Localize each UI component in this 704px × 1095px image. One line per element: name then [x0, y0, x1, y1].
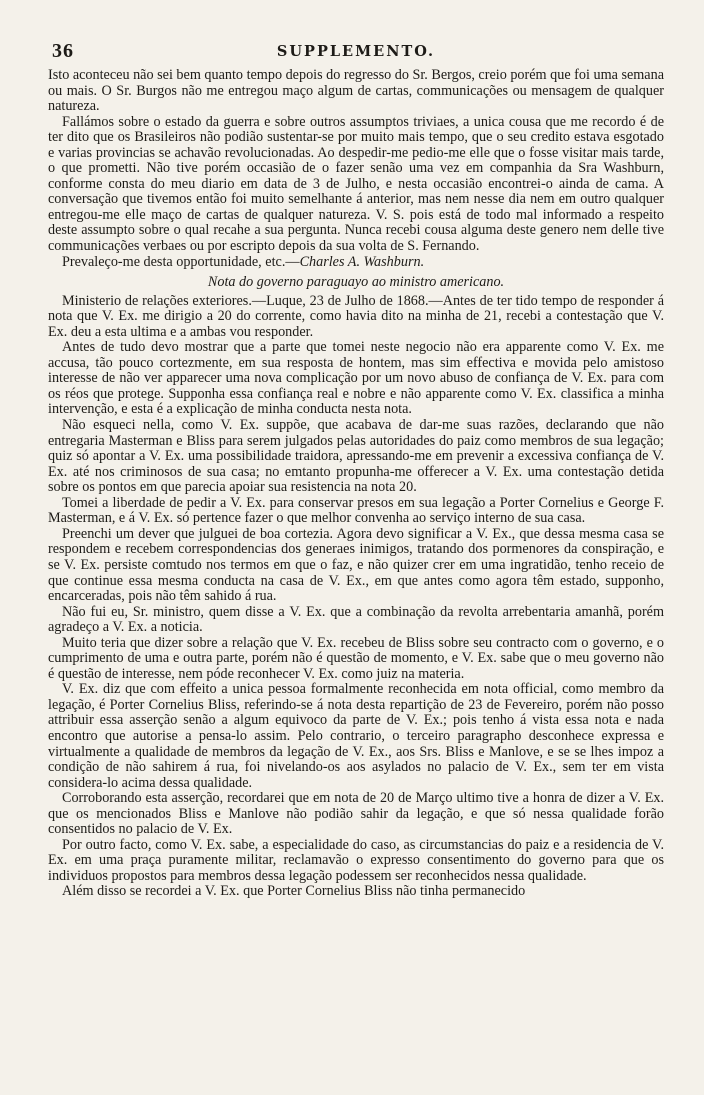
running-title: SUPPLEMENTO. [276, 43, 436, 60]
paragraph: Antes de tudo devo mostrar que a parte que tomei neste negocio não era apparente como V. Ex. me accusa, tão pouco cortezmente, em sua resposta de hontem, mas sim effectiva e movida pelo amistoso interesse de não ver apparecer uma nova complicação por um novo abuso de confiança de V. Ex. para com os réos que protege. Supponha essa confiança real e nobre e não apparente como V. Ex. classifica a minha intervenção, e esta é a explicação de minha conducta nesta nota. [48, 339, 664, 418]
paragraph: Por outro facto, como V. Ex. sabe, a especialidade do caso, as circumstancias do paiz e a residencia de V. Ex. em uma praça puramente militar, reclamavão o expresso consentimento do governo para que os individuos propostos para membros dessa legação podessem ser reconhecidos nessa qualidade. [48, 836, 664, 884]
paragraph: Não fui eu, Sr. ministro, quem disse a V. Ex. que a combinação da revolta arrebentaria amanhã, porém agradeço a V. Ex. a noticia. [48, 603, 664, 636]
paragraph: Muito teria que dizer sobre a relação que V. Ex. recebeu de Bliss sobre seu contracto com o governo, e o cumprimento de uma e outra parte, porém não é questão de momento, e V. Ex. sabe que o meu governo não é questão de interesse, nem póde reconhecer V. Ex. como juiz na materia. [48, 634, 664, 682]
section-title: Nota do governo paraguayo ao ministro americano. [207, 274, 505, 291]
page-header [48, 40, 664, 68]
body-text [48, 68, 664, 900]
paragraph: V. Ex. diz que com effeito a unica pessoa formalmente reconhecida em nota official, como membro da legação, é Porter Cornelius Bliss, referindo-se á nota desta repartição de 23 de Fevereiro, porém não posso attribuir essa asserção senão a algum equivoco da parte de V. Ex.; pois tenho á vista essa nota e nada encontro que autorise a pensa-lo assim. Pelo contrario, o terceiro paragrapho desconhece expressa e virtualmente a qualidade de membros da legação de V. Ex., aos Srs. Bliss e Manlove, e se se lhes impoz a condição de não sahirem á rua, foi nivelando-os aos asylados no palacio de V. Ex., sem ter em vista considera-lo acima dessa qualidade. [48, 681, 664, 791]
paragraph: Isto aconteceu não sei bem quanto tempo depois do regresso do Sr. Bergos, creio porém que foi uma semana ou mais. O Sr. Burgos não me entregou maço algum de cartas, communicações ou mensagem de qualquer natureza. [48, 67, 664, 115]
signature: Charles A. Washburn. [299, 253, 425, 270]
paragraph: Preenchi um dever que julguei de boa cortezia. Agora devo significar a V. Ex., que dessa mesma casa se respondem e recebem correspondencias dos generaes inimigos, tratando dos pormenores da conspiração, e se V. Ex. persiste comtudo nos termos em que o faz, e não quizer crer em uma ingratidão, tenho receio de que continue essa mesma conducta na casa de V. Ex., em que antes como agora têm estado, supponho, encarceradas, pois não têm sahido á rua. [48, 525, 664, 605]
page-number: 36 [52, 40, 74, 62]
paragraph: Não esqueci nella, como V. Ex. suppõe, que acabava de dar-me suas razões, declarando que não entregaria Masterman e Bliss para serem julgados pelas autoridades do paiz como membros de sua legação; quiz só apontar a V. Ex. uma possibilidade traidora, apressando-me em prevenir a excessiva confiança de V. Ex. até nos criminosos de sua casa; no emtanto propunha-me offerecer a V. Ex. uma contestação detida sobre os pontos em que parecia apoiar sua resistencia na nota 20. [48, 417, 664, 496]
closing-text: Prevaleço-me desta opportunidade, etc.— [62, 253, 300, 270]
paragraph: Fallámos sobre o estado da guerra e sobre outros assumptos triviaes, a unica cousa que me recordo é de ter dito que os Brasileiros não podião sustentar-se por muito mais tempo, que o seu credito estava esgotado e varias provincias se achavão revolucionadas. Ao despedir-me pedio-me elle que o fosse visitar mais tarde, o que prometti. Não tive porém occasião de o fazer senão uma vez em companhia da Sra Washburn, conforme consta do meu diario em data de 3 de Julho, e nesta occasião encontrei-o ainda de cama. A conversação que tivemos então foi muito semelhante á anterior, mas nem nesse dia nem em outro qualquer entregou-me elle maço de cartas de qualquer natureza. V. S. pois está de todo mal informado a respeito deste assumpto sobre o qual recahe a sua pergunta. Nunca recebi cousa alguma deste genero nem delle tive communicações verbaes ou por escripto depois da sua volta de S. Fernando. [48, 113, 664, 255]
paragraph: Tomei a liberdade de pedir a V. Ex. para conservar presos em sua legação a Porter Cornelius e George F. Masterman, e á V. Ex. só pertence fazer o que melhor convenha ao serviço interno de sua casa. [48, 494, 664, 527]
closing-line [48, 255, 664, 271]
paragraph: Corroborando esta asserção, recordarei que em nota de 20 de Março ultimo tive a honra de dizer a V. Ex. que os mencionados Bliss e Manlove não podião sahir da legação, e que só nessa qualidade forão consentidos no palacio de V. Ex. [48, 790, 664, 838]
paragraph: Ministerio de relações exteriores.—Luque, 23 de Julho de 1868.—Antes de ter tido tempo de responder á nota que V. Ex. me dirigio a 20 do corrente, como havia dito na minha de 21, recebi a contestação que V. Ex. deu a esta ultima e a ambas vou responder. [48, 292, 664, 340]
paragraph: Além disso se recordei a V. Ex. que Porter Cornelius Bliss não tinha permanecido [62, 883, 526, 900]
